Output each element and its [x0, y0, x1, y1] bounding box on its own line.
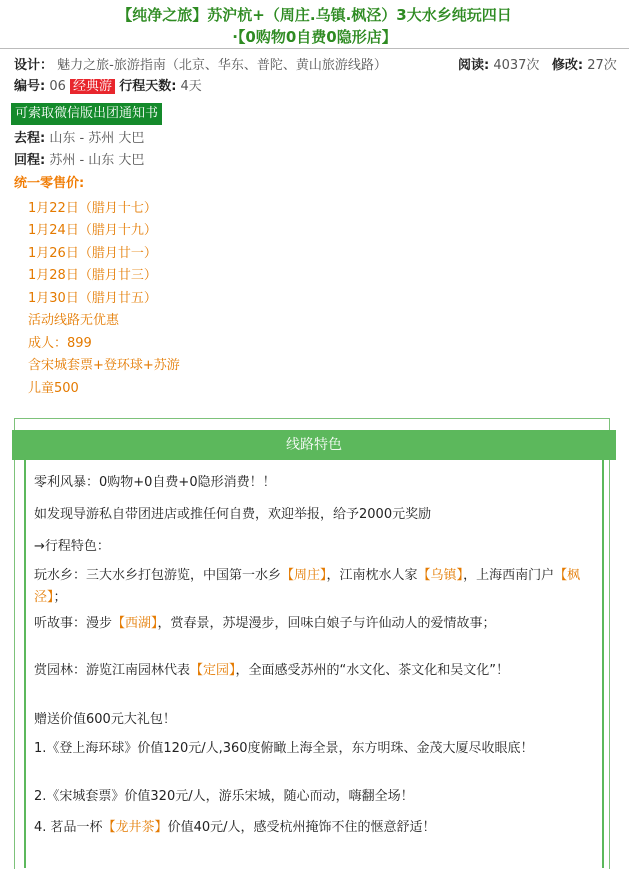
title-line-1: 【纯净之旅】苏沪杭+（周庄.乌镇.枫泾）3大水乡纯玩四日 [117, 6, 512, 24]
back-row [14, 151, 144, 171]
edit-count: 27次 [587, 58, 617, 73]
feature-text: ，上海西南门户 [463, 568, 555, 583]
feature-text: 听故事：漫步 [34, 616, 113, 631]
stats-row [458, 56, 617, 76]
features-header: 线路特色 [12, 430, 616, 460]
feature-text: ，江南枕水人家 [326, 568, 418, 583]
divider [0, 48, 629, 49]
highlight-ding-garden: 【定园】 [190, 663, 236, 678]
go-row [14, 129, 144, 149]
price-item: 1月22日（腊月十七） [28, 201, 157, 216]
wechat-notice-button[interactable]: 可索取微信版出团通知书 [11, 103, 162, 125]
page-title [0, 0, 629, 44]
feature-gardens [34, 660, 594, 682]
feature-itinerary-heading: →行程特色： [34, 539, 110, 554]
feature-text: ，全面感受苏州的“水文化、茶文化和吴文化”！ [235, 663, 510, 678]
highlight-wuzhen: 【乌镇】 [417, 568, 464, 583]
price-item: 活动线路无优惠 [28, 313, 120, 328]
price-item: 成人：899 [28, 336, 92, 351]
price-label: 统一零售价: [14, 176, 85, 191]
feature-gift-2: 2.《宋城套票》价值320元/人，游乐宋城，随心而动，嗨翻全场！ [34, 789, 414, 804]
back-value: 苏州 - 山东 大巴 [49, 153, 145, 168]
design-row [14, 56, 387, 76]
days-label: 行程天数: [119, 79, 177, 94]
price-item: 1月24日（腊月十九） [28, 223, 157, 238]
go-value: 山东 - 苏州 大巴 [49, 131, 145, 146]
read-count: 4037次 [493, 58, 540, 73]
go-label: 去程: [14, 131, 46, 146]
highlight-west-lake: 【西湖】 [112, 616, 158, 631]
code-label: 编号: [14, 79, 46, 94]
code-value: 06 [49, 79, 66, 94]
design-label: 设计： [14, 58, 54, 73]
price-item: 儿童500 [28, 381, 79, 396]
read-label: 阅读: [458, 58, 490, 73]
price-item: 含宋城套票+登环球+苏游 [28, 358, 180, 373]
feature-gift-1: 1.《登上海环球》价值120元/人,360度俯瞰上海全景，东方明珠、金茂大厦尽收眼底！ [34, 741, 534, 756]
price-label-row [14, 174, 84, 194]
feature-text: 价值40元/人，感受杭州掩饰不住的惬意舒适！ [167, 820, 436, 835]
feature-gift-pack: 赠送价值600元大礼包！ [34, 712, 176, 727]
price-item: 1月26日（腊月廿一） [28, 246, 157, 261]
back-label: 回程: [14, 153, 46, 168]
feature-text: 玩水乡：三大水乡打包游览，中国第一水乡 [34, 568, 282, 583]
feature-text: 赏园林：游览江南园林代表 [34, 663, 191, 678]
code-row [14, 77, 202, 97]
design-value[interactable]: 魅力之旅-旅游指南（北京、华东、普陀、黄山旅游线路） [57, 58, 387, 73]
price-item: 1月28日（腊月廿三） [28, 268, 157, 283]
price-item: 1月30日（腊月廿五） [28, 291, 157, 306]
feature-gift-4 [34, 817, 594, 839]
classic-badge: 经典游 [70, 79, 115, 94]
highlight-zhouzhuang: 【周庄】 [281, 568, 327, 583]
days-value: 4天 [180, 79, 202, 94]
feature-text: 4. 茗品一杯 [34, 820, 103, 835]
feature-zero-cost: 零利风暴：0购物+0自费+0隐形消费！！ [34, 475, 276, 490]
feature-report-reward: 如发现导游私自带团进店或推任何自费，欢迎举报，给予2000元奖励 [34, 507, 432, 522]
feature-text: ； [53, 590, 67, 605]
highlight-fengjing: 【枫泾】 [34, 568, 581, 605]
highlight-longjing-tea: 【龙井茶】 [102, 820, 168, 835]
feature-text: ，赏春景，苏堤漫步，回味白娘子与许仙动人的爱情故事； [157, 616, 496, 631]
feature-stories [34, 613, 594, 635]
edit-label: 修改: [551, 58, 584, 73]
title-line-2: ·【0购物0自费0隐形店】 [232, 28, 397, 46]
feature-water-towns [34, 565, 594, 609]
